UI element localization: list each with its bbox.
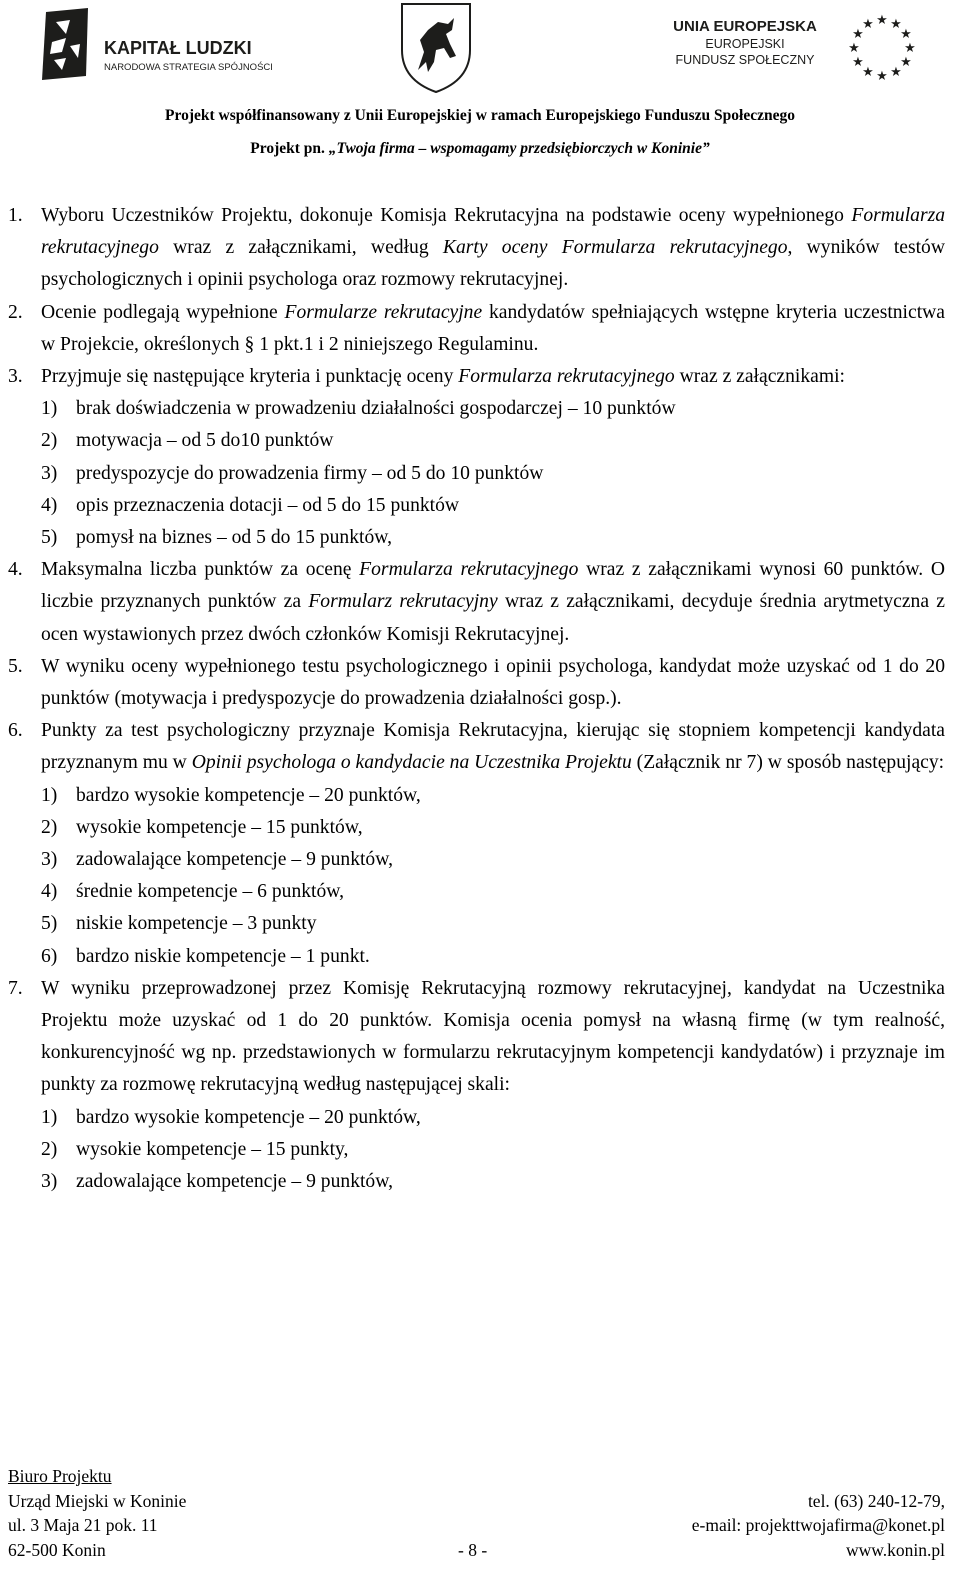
eu-line-1: UNIA EUROPEJSKA xyxy=(673,18,817,35)
list-item-number: 5) xyxy=(41,913,58,935)
list-item-text: zadowalające kompetencje – 9 punktów, xyxy=(76,1171,394,1193)
list-item xyxy=(8,908,945,940)
eu-line-3: FUNDUSZ SPOŁECZNY xyxy=(675,53,815,67)
point-italic: Formularz rekrutacyjny xyxy=(308,591,498,613)
point-text: wraz z załącznikami, według xyxy=(158,237,443,259)
point-4 xyxy=(8,554,945,651)
svg-text:★: ★ xyxy=(890,17,902,32)
list-item-number: 5) xyxy=(41,527,58,549)
list-item-number: 4) xyxy=(41,881,58,903)
eu-logo-text xyxy=(660,18,830,68)
point-italic: Opinii psychologa o kandydacie na Uczestnika Projektu xyxy=(191,752,632,774)
list-item xyxy=(8,522,945,554)
point-text: Punkty za test psychologiczny przyznaje Komisja Rekrutacyjna, kierując się stopniem kompetencji kandydata przyznanym mu w xyxy=(41,720,945,774)
list-item-text: bardzo wysokie kompetencje – 20 punktów, xyxy=(76,1106,421,1128)
page-header xyxy=(0,0,960,170)
point-number: 2. xyxy=(8,301,23,323)
list-item-number: 2) xyxy=(41,430,58,452)
kapital-ludzki-logo xyxy=(14,8,274,83)
svg-text:★: ★ xyxy=(852,27,864,42)
point-6 xyxy=(8,715,945,779)
svg-text:★: ★ xyxy=(904,41,916,56)
phone: tel. (63) 240-12-79, xyxy=(807,1490,945,1511)
point-italic: Formularza rekrutacyjnego xyxy=(458,366,675,388)
list-item-text: średnie kompetencje – 6 punktów, xyxy=(76,881,345,903)
point-text: , wyników testów psychologicznych i opinii psychologa oraz rozmowy rekrutacyjnej. xyxy=(41,237,946,291)
point-number: 5. xyxy=(8,655,23,677)
svg-text:★: ★ xyxy=(876,69,888,80)
list-item xyxy=(8,876,945,908)
list-item xyxy=(8,812,945,844)
point-italic: Karty oceny Formularza rekrutacyjnego xyxy=(442,237,788,259)
point-number: 3. xyxy=(8,366,23,388)
kapital-ludzki-subtitle: NARODOWA STRATEGIA SPÓJNOŚCI xyxy=(104,62,273,73)
list-item-text: bardzo wysokie kompetencje – 20 punktów, xyxy=(76,784,421,806)
point-1 xyxy=(8,200,945,297)
point-text: W wyniku oceny wypełnionego testu psychologicznego i opinii psychologa, kandydat może uzyskać od 1 do 20 punktów (motywacja i predyspozycje do prowadzenia działalności gosp.). xyxy=(41,655,945,710)
project-title xyxy=(0,140,960,158)
list-item xyxy=(8,941,945,973)
email: e-mail: projekttwojafirma@konet.pl xyxy=(691,1515,945,1535)
funding-statement: Projekt współfinansowany z Unii Europejskiej w ramach Europejskiego Funduszu Społecznego xyxy=(165,107,795,124)
point-text: Wyboru Uczestników Projektu, dokonuje Komisja Rekrutacyjna na podstawie oceny wypełnionego xyxy=(41,205,852,226)
footer-row xyxy=(8,1489,945,1514)
list-item-text: wysokie kompetencje – 15 punkty, xyxy=(76,1138,349,1160)
project-name: „Twoja firma – wspomagamy przedsiębiorczych w Koninie” xyxy=(328,140,710,157)
list-item-number: 4) xyxy=(41,494,58,516)
svg-text:★: ★ xyxy=(900,55,912,70)
point-text: kandydatów spełniających wstępne kryteria uczestnictwa w Projekcie, określonych § 1 pkt.1 i 2 niniejszego Regulaminu. xyxy=(41,301,945,355)
website: www.konin.pl xyxy=(845,1539,945,1560)
list-item-number: 3) xyxy=(41,1171,58,1193)
svg-text:★: ★ xyxy=(862,17,874,32)
point-5 xyxy=(8,651,945,715)
footer-row xyxy=(8,1538,945,1563)
list-item-text: motywacja – od 5 do10 punktów xyxy=(76,430,334,452)
svg-text:★: ★ xyxy=(890,65,902,80)
point-italic: Formularza rekrutacyjnego xyxy=(41,205,945,259)
list-item xyxy=(8,393,945,425)
eu-flag-icon xyxy=(842,12,922,80)
list-item-text: predyspozycje do prowadzenia firmy – od 5 do 10 punktów xyxy=(76,462,544,484)
point-3 xyxy=(8,361,945,393)
point-number: 7. xyxy=(8,977,23,999)
list-item xyxy=(8,844,945,876)
point-text: Przyjmuje się następujące kryteria i punktację oceny xyxy=(41,366,459,388)
svg-text:★: ★ xyxy=(852,55,864,70)
point-number: 6. xyxy=(8,720,23,742)
point-text: wraz z załącznikami wynosi 60 punktów. O liczbie przyznanych punktów za xyxy=(41,559,945,613)
point-text: wraz z załącznikami, decyduje średnia arytmetyczna z ocen wystawionych przez dwóch członków Komisji Rekrutacyjnej. xyxy=(41,591,945,645)
point-7 xyxy=(8,973,945,1102)
list-item xyxy=(8,1166,945,1198)
list-item-text: brak doświadczenia w prowadzeniu działalności gospodarczej – 10 punktów xyxy=(76,398,676,420)
svg-text:★: ★ xyxy=(876,13,888,28)
list-item xyxy=(8,780,945,812)
point-text: Ocenie podlegają wypełnione xyxy=(41,301,285,323)
horse-crest-icon xyxy=(398,0,474,94)
list-item-text: zadowalające kompetencje – 9 punktów, xyxy=(76,849,394,871)
list-item-number: 2) xyxy=(41,816,58,838)
list-item-number: 1) xyxy=(41,1106,58,1128)
kapital-ludzki-logo-icon xyxy=(36,8,98,80)
point-italic: Formularza rekrutacyjnego xyxy=(359,559,579,581)
list-item-text: pomysł na biznes – od 5 do 15 punktów, xyxy=(76,527,393,549)
page-number: - 8 - xyxy=(458,1539,488,1560)
project-prefix: Projekt pn. xyxy=(250,140,329,157)
list-item xyxy=(8,425,945,457)
list-item xyxy=(8,1102,945,1134)
list-item-text: bardzo niskie kompetencje – 1 punkt. xyxy=(76,945,370,967)
eu-line-2: EUROPEJSKI xyxy=(705,37,785,51)
list-item-number: 1) xyxy=(41,398,58,420)
postal-city: 62-500 Konin xyxy=(8,1539,106,1560)
point-text: W wyniku przeprowadzonej przez Komisję Rekrutacyjną rozmowy rekrutacyjnej, kandydat na Uczestnika Projektu może uzyskać od 1 do 20 punktów. Komisja ocenia pomysł na własną firmę (w tym realność, konkurencyjność wg np. przedstawionych w formularzu rekrutacyjnym kompetencji kandydatów) i przyznaje im punkty za rozmowę rekrutacyjną według następującej skali: xyxy=(41,977,945,1096)
office-label: Biuro Projektu xyxy=(8,1466,112,1486)
list-item-number: 3) xyxy=(41,462,58,484)
list-item xyxy=(8,490,945,522)
svg-text:★: ★ xyxy=(848,41,860,56)
regulation-content xyxy=(8,200,945,1198)
svg-text:★: ★ xyxy=(862,65,874,80)
list-item-number: 3) xyxy=(41,849,58,871)
kapital-ludzki-title: KAPITAŁ LUDZKI xyxy=(104,38,252,58)
point-number: 1. xyxy=(8,205,23,226)
office-name: Urząd Miejski w Koninie xyxy=(8,1490,187,1511)
point-2 xyxy=(8,297,945,361)
svg-text:★: ★ xyxy=(900,27,912,42)
page-footer xyxy=(8,1464,945,1562)
list-item-number: 1) xyxy=(41,784,58,806)
point-number: 4. xyxy=(8,559,23,581)
point-text: (Załącznik nr 7) w sposób następujący: xyxy=(631,752,945,774)
list-item xyxy=(8,458,945,490)
list-item-text: wysokie kompetencje – 15 punktów, xyxy=(76,816,363,838)
street-address: ul. 3 Maja 21 pok. 11 xyxy=(8,1515,158,1535)
list-item xyxy=(8,1134,945,1166)
point-text: Maksymalna liczba punktów za ocenę xyxy=(41,559,360,581)
point-text: wraz z załącznikami: xyxy=(674,366,845,388)
list-item-number: 6) xyxy=(41,945,58,967)
footer-row xyxy=(8,1464,945,1489)
list-item-text: opis przeznaczenia dotacji – od 5 do 15 punktów xyxy=(76,494,460,516)
list-item-text: niskie kompetencje – 3 punkty xyxy=(76,913,317,935)
list-item-number: 2) xyxy=(41,1138,58,1160)
footer-row xyxy=(8,1513,945,1538)
point-italic: Formularze rekrutacyjne xyxy=(284,301,483,323)
